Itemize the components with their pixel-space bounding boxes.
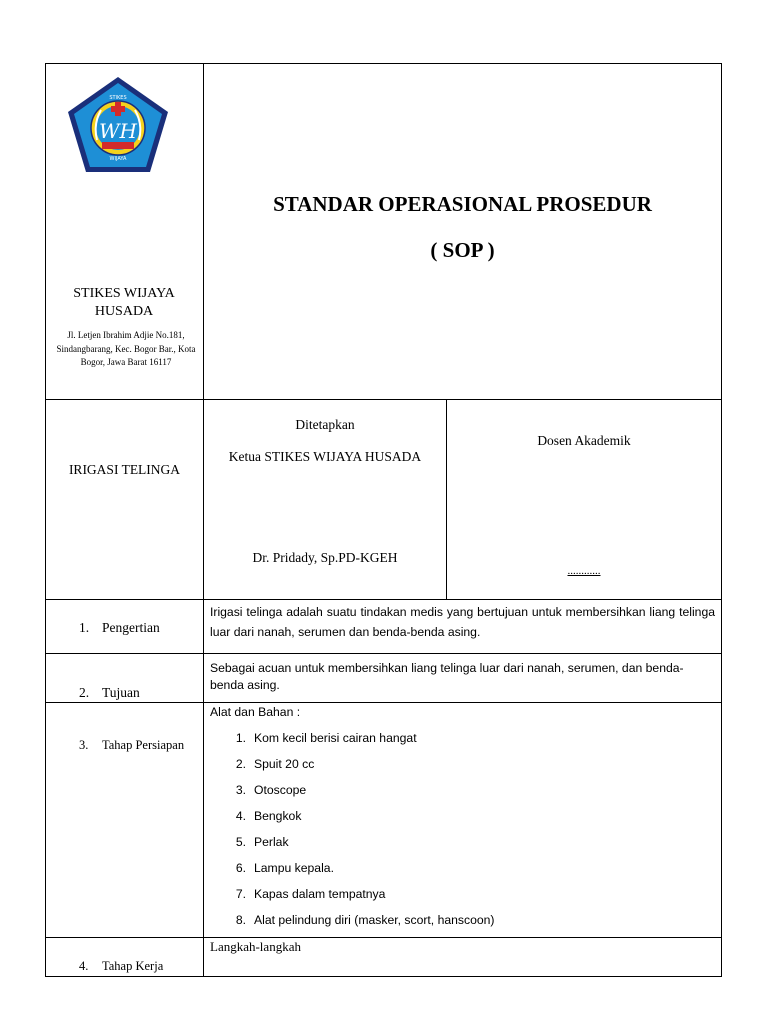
signatory-name: Dr. Pridady, Sp.PD-KGEH (252, 550, 398, 565)
list-item: 1. Kom kecil berisi cairan hangat (235, 731, 417, 745)
list-item: 8. Alat pelindung diri (masker, scort, hanscoon) (235, 913, 495, 927)
procedure-name-cell (45, 399, 204, 600)
list-item: 4. Bengkok (235, 809, 302, 823)
section-4-label-cell (45, 937, 204, 977)
section-4-label: Tahap Kerja (102, 959, 164, 973)
section-2-label: Tujuan (102, 685, 140, 700)
list-item: 6. Lampu kepala. (235, 861, 334, 875)
dosen-cell (446, 399, 722, 600)
logo-stikes-text: STIKES (109, 95, 127, 101)
section-3-label-cell (45, 702, 204, 938)
signatory-position: Ketua STIKES WIJAYA HUSADA (228, 449, 422, 464)
section-1-number: 1. (79, 620, 90, 635)
logo-wijaya-text: WIJAYA (109, 156, 127, 162)
sop-document (45, 63, 722, 977)
list-item: 5. Perlak (235, 835, 289, 849)
institution-seal-logo (65, 74, 171, 178)
section-1-text: Irigasi telinga adalah suatu tindakan medis yang bertujuan untuk membersihkan liang telinga luar dari nanah, serumen dan benda-benda asing. (210, 605, 715, 639)
list-item: 2. Spuit 20 cc (235, 757, 315, 771)
section-2-text: Sebagai acuan untuk membersihkan liang telinga luar dari nanah, serumen, dan benda-benda asing. (210, 661, 684, 692)
page-subtitle: ( SOP ) (430, 238, 495, 262)
page-title: STANDAR OPERASIONAL PROSEDUR (273, 192, 652, 216)
dosen-label: Dosen Akademik (537, 433, 631, 448)
institution-cell (45, 63, 204, 400)
section-4-number: 4. (79, 959, 89, 973)
list-item: 7. Kapas dalam tempatnya (235, 887, 386, 901)
section-2-label-cell (45, 653, 204, 703)
section-2-content-cell (203, 653, 722, 703)
logo-monogram: WH (99, 119, 137, 143)
ditetapkan-label: Ditetapkan (295, 417, 355, 432)
list-item: 3. Otoscope (235, 783, 307, 797)
institution-address: Jl. Letjen Ibrahim Adjie No.181, Sindangbarang, Kec. Bogor Bar., Kota Bogor, Jawa Barat 16117 (56, 330, 196, 367)
section-3-number: 3. (79, 738, 89, 752)
section-4-text: Langkah-langkah (210, 939, 301, 954)
section-4-content-cell (203, 937, 722, 977)
dosen-signature: ............ (567, 565, 601, 577)
section-3-content-cell (203, 702, 722, 938)
section-3-label: Tahap Persiapan (102, 738, 185, 752)
section-2-number: 2. (79, 685, 90, 700)
institution-name: STIKES WIJAYA HUSADA (73, 286, 175, 319)
title-cell (203, 63, 722, 400)
section-1-content-cell (203, 599, 722, 654)
section-3-intro: Alat dan Bahan : (210, 705, 301, 719)
section-1-label: Pengertian (102, 620, 160, 635)
section-1-label-cell (45, 599, 204, 654)
equipment-list (204, 725, 721, 933)
ditetapkan-cell (203, 399, 447, 600)
procedure-name: IRIGASI TELINGA (68, 462, 181, 477)
